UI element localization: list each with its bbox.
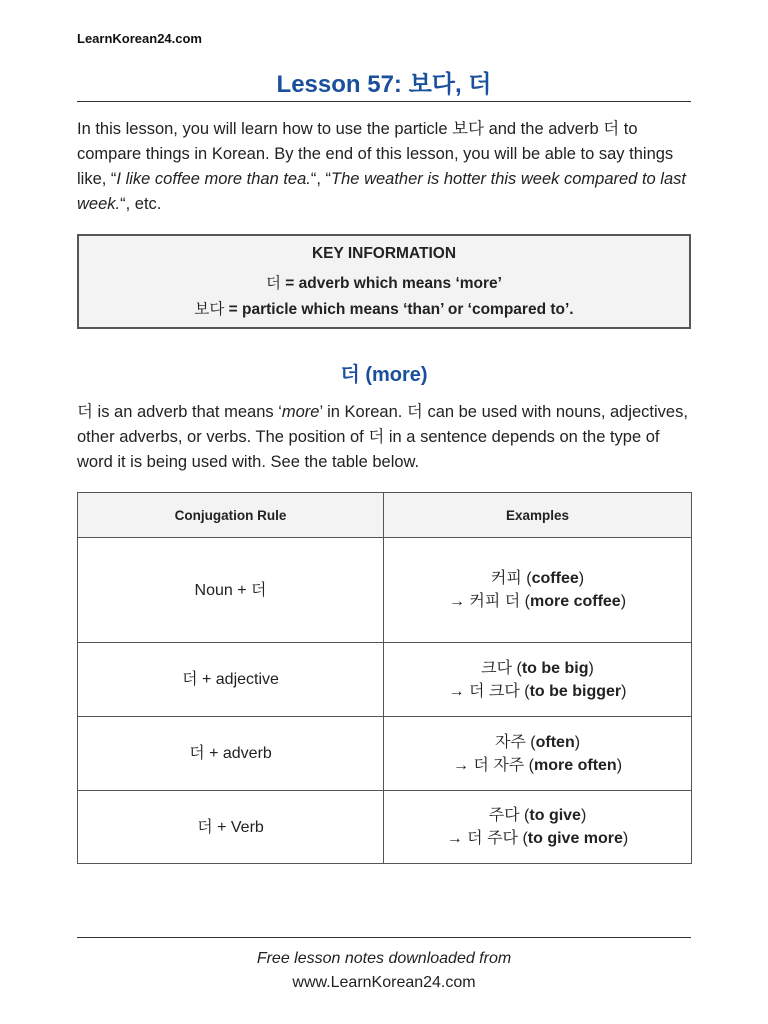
footer-link[interactable]: www.LearnKorean24.com — [292, 974, 476, 991]
example-english: to be bigger — [529, 682, 622, 700]
rule-cell: 더 + adverb — [78, 717, 384, 791]
example-korean: 크다 ( — [481, 659, 522, 677]
intro-paragraph — [77, 117, 697, 217]
example-base — [384, 731, 691, 754]
example-paren: ) — [622, 830, 629, 847]
example-paren: ) — [578, 570, 585, 587]
key-info-line-more — [79, 271, 689, 293]
footer-divider — [77, 937, 691, 938]
example-korean: → 더 자주 ( — [452, 756, 535, 774]
example-english: coffee — [531, 570, 579, 587]
example-english: more coffee — [530, 593, 621, 610]
example-paren: ) — [620, 593, 627, 610]
example-paren: ) — [621, 682, 627, 700]
intro-text-3: “, etc. — [120, 195, 162, 213]
table-row — [78, 643, 692, 717]
example-base — [384, 657, 691, 680]
intro-text-2: “, “ — [310, 170, 332, 188]
title-divider — [77, 101, 691, 102]
intro-example-1: I like coffee more than tea. — [116, 170, 311, 188]
example-comparative — [384, 827, 691, 850]
section-emphasis: more — [281, 403, 320, 421]
example-paren: ) — [588, 659, 594, 677]
header-examples: Examples — [384, 493, 692, 538]
example-paren: ) — [574, 733, 581, 751]
example-paren: ) — [580, 807, 587, 824]
examples-cell — [384, 717, 692, 791]
intro-text-1: In this lesson, you will learn how to use the particle 보다 and the adverb 더 to compare things in Korean. By the end of this lesson, you will be able to say things like, “ — [77, 120, 674, 188]
header-conjugation-rule: Conjugation Rule — [78, 493, 384, 538]
example-english: often — [535, 733, 575, 751]
table-row — [78, 791, 692, 864]
key-info-term-deo: 더 — [266, 275, 281, 292]
examples-cell — [384, 791, 692, 864]
table-row — [78, 538, 692, 643]
rule-cell: 더 + Verb — [78, 791, 384, 864]
example-base — [384, 567, 691, 590]
example-english: to give more — [527, 830, 623, 847]
section-heading-deo: 더 (more) — [340, 364, 428, 386]
key-info-term-boda: 보다 — [194, 301, 225, 318]
example-base — [384, 804, 691, 827]
examples-cell — [384, 643, 692, 717]
example-korean: → 커피 더 ( — [448, 593, 530, 610]
footer-note: Free lesson notes downloaded from — [256, 950, 512, 967]
site-name: LearnKorean24.com — [77, 31, 202, 46]
table-header-row — [78, 493, 692, 538]
key-info-def-deo: = adverb which means ‘more’ — [281, 275, 502, 292]
example-korean: → 더 주다 ( — [446, 830, 528, 847]
rule-cell: 더 + adjective — [78, 643, 384, 717]
example-english: to be big — [521, 659, 589, 677]
example-korean: → 더 크다 ( — [448, 682, 530, 700]
section-text-1: 더 is an adverb that means ‘ — [77, 403, 282, 421]
rule-cell: Noun + 더 — [78, 538, 384, 643]
table-row — [78, 717, 692, 791]
section-paragraph — [77, 400, 697, 475]
example-comparative — [384, 680, 691, 703]
example-korean: 주다 ( — [488, 807, 530, 824]
example-comparative — [384, 754, 691, 777]
key-info-heading: KEY INFORMATION — [311, 245, 457, 262]
example-comparative — [384, 590, 691, 613]
example-korean: 커피 ( — [490, 570, 532, 587]
example-korean: 자주 ( — [494, 733, 536, 751]
intro-example-2: The weather is hotter this week compared to last week. — [77, 170, 686, 213]
key-info-line-boda — [79, 297, 689, 319]
key-info-def-boda: = particle which means ‘than’ or ‘compared to’. — [224, 301, 574, 318]
example-paren: ) — [616, 756, 623, 774]
examples-cell — [384, 538, 692, 643]
lesson-title: Lesson 57: 보다, 더 — [276, 71, 492, 98]
section-text-2: ’ in Korean. 더 can be used with nouns, adjectives, other adverbs, or verbs. The position of 더 in a sentence depends on the type of word it is being used with. See the table below. — [77, 403, 688, 471]
conjugation-table — [77, 492, 692, 864]
example-english: more often — [534, 756, 617, 774]
example-english: to give — [529, 807, 581, 824]
key-information-box — [77, 234, 691, 329]
